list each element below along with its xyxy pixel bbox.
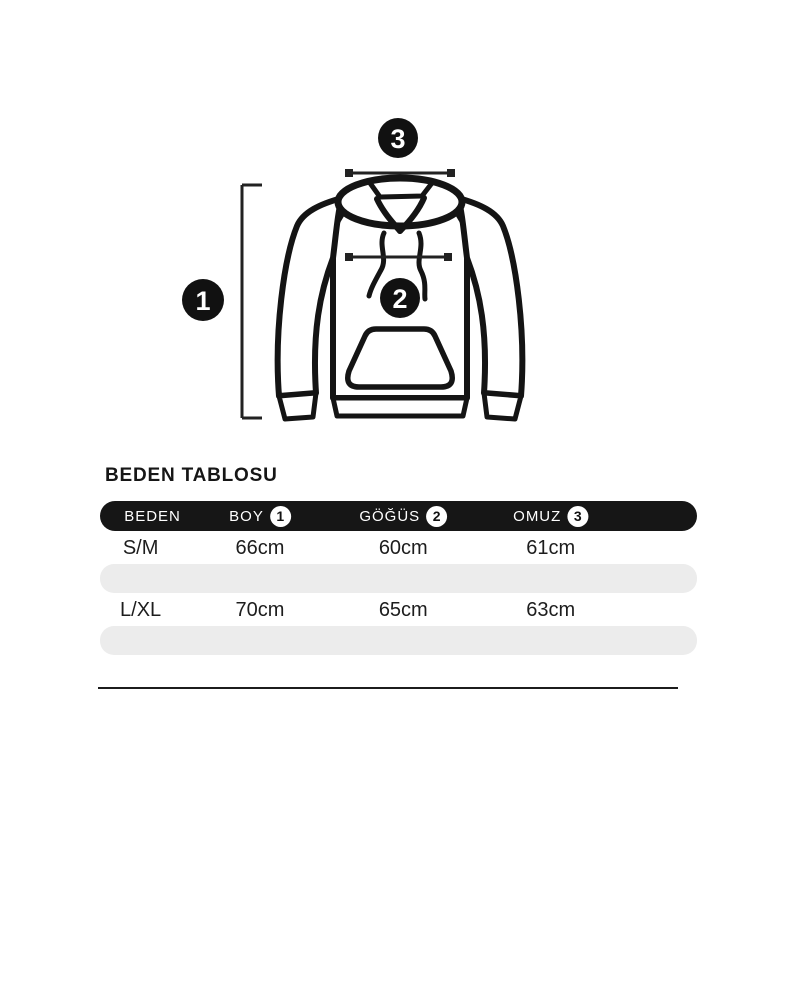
marker-1-label: 1 bbox=[195, 286, 211, 316]
row-stripe bbox=[100, 564, 697, 593]
size-chart-title: BEDEN TABLOSU bbox=[105, 465, 278, 486]
header-cell-gogus bbox=[359, 501, 447, 531]
row-stripe bbox=[100, 626, 697, 655]
marker-1 bbox=[182, 279, 224, 321]
row-sm-gogus: 60cm bbox=[378, 536, 428, 559]
row-lxl-omuz: 63cm bbox=[526, 598, 576, 621]
header-badge-1: 1 bbox=[270, 506, 291, 527]
header-label-gogus: GÖĞÜS bbox=[359, 507, 421, 525]
marker-2 bbox=[380, 278, 420, 318]
row-sm-boy: 66cm bbox=[235, 536, 285, 559]
header-cell-beden bbox=[124, 501, 181, 531]
header-cell-omuz bbox=[513, 501, 588, 531]
hoodie-right-cuff bbox=[484, 393, 521, 419]
row-lxl-size: L/XL bbox=[120, 598, 162, 621]
hoodie-pocket bbox=[348, 329, 453, 387]
row-lxl-boy: 70cm bbox=[235, 598, 285, 621]
header-label-boy: BOY bbox=[229, 507, 264, 525]
marker-3 bbox=[378, 118, 418, 158]
table-row-sm bbox=[100, 535, 697, 561]
table-row-lxl bbox=[100, 597, 697, 623]
row-lxl-gogus: 65cm bbox=[378, 598, 428, 621]
row-sm-omuz: 61cm bbox=[526, 536, 576, 559]
hoodie-left-cuff bbox=[279, 393, 316, 419]
bottom-divider bbox=[98, 687, 678, 689]
size-table-header bbox=[100, 501, 697, 531]
marker-3-label: 3 bbox=[390, 124, 406, 154]
marker-2-label: 2 bbox=[392, 284, 408, 314]
hoodie-diagram bbox=[150, 100, 650, 460]
header-label-omuz: OMUZ bbox=[513, 507, 562, 525]
header-label-beden: BEDEN bbox=[124, 507, 181, 525]
hoodie-hood bbox=[338, 178, 462, 226]
length-measure-bracket bbox=[242, 185, 262, 418]
header-badge-2: 2 bbox=[426, 506, 447, 527]
header-cell-boy bbox=[229, 501, 291, 531]
hoodie-hem bbox=[333, 398, 467, 416]
row-sm-size: S/M bbox=[122, 536, 159, 559]
header-badge-3: 3 bbox=[567, 506, 588, 527]
